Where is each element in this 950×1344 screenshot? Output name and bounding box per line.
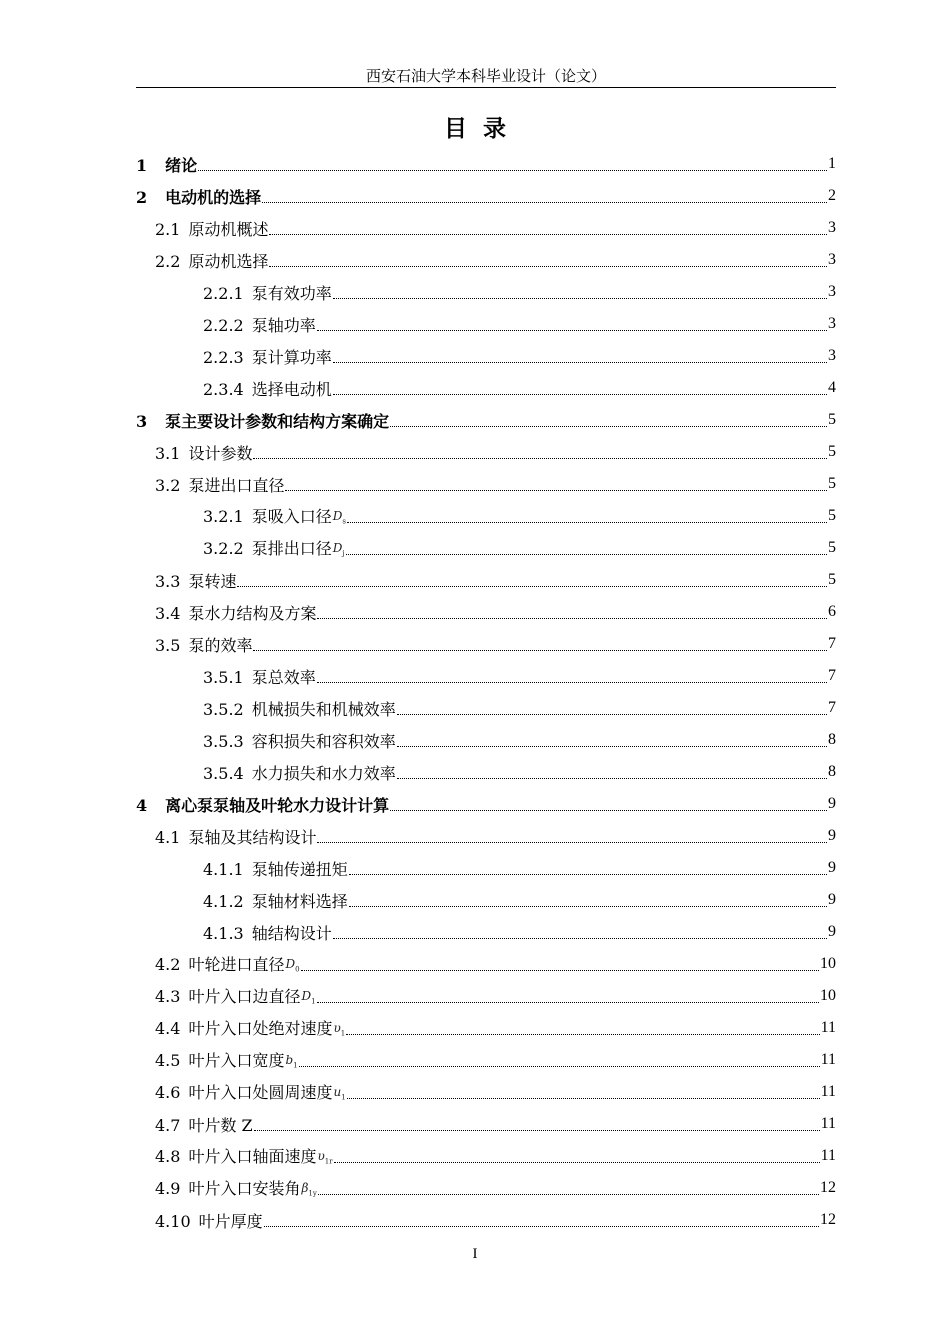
toc-entry-page: 5	[828, 539, 836, 556]
dot-leader	[390, 426, 827, 427]
toc-entry-number: 3.2.2	[203, 539, 244, 559]
toc-entry-page: 9	[828, 827, 836, 844]
toc-entry-number: 4	[136, 795, 148, 815]
toc-entry-number: 4.9	[155, 1179, 181, 1199]
toc-entry-label	[136, 185, 261, 208]
toc-entry-title: 泵进出口直径	[188, 475, 285, 495]
toc-entry-level-2[interactable]	[136, 820, 836, 852]
toc-entry-page: 7	[828, 635, 836, 652]
toc-entry-number: 3.5.1	[203, 667, 244, 687]
toc-entry-page: 5	[828, 507, 836, 524]
toc-entry-page: 12	[820, 1211, 836, 1228]
toc-entry-number: 3.5.3	[203, 731, 244, 751]
math-symbol: $\upsilon_1$	[333, 1021, 346, 1038]
dot-leader	[317, 618, 827, 619]
toc-entry-title: 轴结构设计	[251, 923, 332, 943]
toc-entry-title: 泵吸入口径	[251, 507, 332, 527]
toc-entry-label	[203, 889, 348, 912]
toc-entry-label	[136, 793, 389, 816]
toc-entry-page: 11	[820, 1019, 836, 1036]
dot-leader	[390, 810, 827, 811]
dot-leader	[301, 970, 819, 971]
toc-entry-label	[155, 473, 284, 496]
toc-entry-number: 4.5	[155, 1051, 181, 1071]
toc-entry-level-3[interactable]	[136, 532, 836, 564]
toc-entry-title: 叶片入口边直径	[188, 987, 301, 1007]
toc-entry-label	[203, 665, 316, 688]
dot-leader	[334, 1162, 820, 1163]
toc-entry-title: 泵轴材料选择	[251, 891, 348, 911]
toc-entry-number: 2.2.2	[203, 315, 244, 335]
dot-leader	[347, 522, 827, 523]
toc-entry-page: 5	[828, 571, 836, 588]
toc-entry-number: 3.2	[155, 475, 181, 495]
toc-entry-level-2[interactable]	[136, 436, 836, 468]
toc-entry-number: 3	[136, 411, 148, 431]
dot-leader	[333, 394, 827, 395]
header-rule	[136, 87, 836, 88]
toc-entry-level-3[interactable]	[136, 500, 836, 532]
toc-entry-title: 叶片入口处绝对速度	[188, 1019, 333, 1039]
toc-entry-label	[155, 1176, 317, 1199]
page-number: I	[472, 1246, 478, 1262]
toc-entry-title: 泵水力结构及方案	[188, 603, 317, 623]
toc-entry-level-2[interactable]	[136, 564, 836, 596]
toc-entry-label	[155, 1080, 346, 1103]
toc-entry-title: 叶片入口安装角	[188, 1179, 301, 1199]
toc-entry-label	[136, 409, 389, 432]
toc-entry-page: 9	[828, 891, 836, 908]
toc-entry-title: 机械损失和机械效率	[251, 699, 396, 719]
toc-entry-label	[203, 761, 396, 784]
toc-entry-level-3[interactable]	[136, 308, 836, 340]
toc-entry-title: 泵轴及其结构设计	[188, 827, 317, 847]
toc-entry-page: 6	[828, 603, 836, 620]
dot-leader	[253, 650, 827, 651]
toc-entry-page: 11	[820, 1147, 836, 1164]
toc-entry-number: 4.8	[155, 1147, 181, 1167]
toc-entry-level-2[interactable]	[136, 1012, 836, 1044]
toc-entry-number: 4.1.3	[203, 923, 244, 943]
toc-entry-number: 1	[136, 155, 148, 175]
dot-leader	[264, 1226, 819, 1227]
toc-entry-title: 原动机选择	[188, 251, 269, 271]
dot-leader	[262, 202, 827, 203]
toc-entry-title: 泵计算功率	[251, 347, 332, 367]
dot-leader	[346, 554, 827, 555]
dot-leader	[333, 362, 827, 363]
toc-entry-page: 4	[828, 379, 836, 396]
toc-entry-title: 叶片入口处圆周速度	[188, 1083, 333, 1103]
toc-entry-page: 7	[828, 699, 836, 716]
math-symbol: $D_0$	[285, 957, 300, 974]
math-symbol: $D_1$	[301, 989, 316, 1006]
toc-entry-page: 2	[828, 187, 836, 204]
toc-entry-number: 2.3.4	[203, 379, 244, 399]
toc-entry-label	[155, 825, 316, 848]
running-header: 西安石油大学本科毕业设计（论文）	[365, 67, 606, 85]
dot-leader	[285, 490, 827, 491]
toc-entry-title: 叶轮进口直径	[188, 955, 285, 975]
toc-entry-number: 4.2	[155, 955, 181, 975]
toc-entry-page: 11	[820, 1115, 836, 1132]
dot-leader	[347, 1098, 820, 1099]
toc-entry-label	[203, 281, 332, 304]
toc-entry-level-3[interactable]	[136, 852, 836, 884]
toc-entry-page: 3	[828, 315, 836, 332]
toc-entry-level-2[interactable]	[136, 212, 836, 244]
toc-entry-label	[203, 697, 396, 720]
toc-entry-title: 泵排出口径	[251, 539, 332, 559]
toc-entry-label	[155, 952, 300, 975]
dot-leader	[397, 778, 827, 779]
toc-entry-page: 7	[828, 667, 836, 684]
toc-entry-level-3[interactable]	[136, 660, 836, 692]
toc-entry-label	[155, 249, 268, 272]
toc-entry-number: 3.2.1	[203, 507, 244, 527]
toc-entry-number: 3.3	[155, 571, 181, 591]
toc-entry-title: 泵有效功率	[251, 283, 332, 303]
math-symbol: $\beta_{1y}$	[301, 1181, 317, 1198]
dot-leader	[317, 1002, 819, 1003]
toc-entry-page: 12	[820, 1179, 836, 1196]
toc-entry-title: 泵的效率	[188, 635, 253, 655]
toc-entry-page: 1	[828, 155, 836, 172]
toc-entry-level-1[interactable]	[136, 404, 836, 436]
toc-entry-level-2[interactable]	[136, 1044, 836, 1076]
toc-entry-title: 绪论	[165, 155, 198, 175]
toc-entry-title: 泵主要设计参数和结构方案确定	[165, 411, 390, 431]
dot-leader	[317, 842, 827, 843]
toc-entry-page: 3	[828, 347, 836, 364]
dot-leader	[299, 1066, 820, 1067]
toc-entry-page: 3	[828, 283, 836, 300]
toc-entry-number: 4.1.2	[203, 891, 244, 911]
dot-leader	[349, 906, 827, 907]
dot-leader	[254, 1130, 820, 1131]
toc-entry-title: 泵轴传递扭矩	[251, 859, 348, 879]
toc-entry-level-1[interactable]	[136, 180, 836, 212]
toc-entry-title: 水力损失和水力效率	[251, 763, 396, 783]
toc-entry-level-3[interactable]	[136, 276, 836, 308]
toc-entry-label	[203, 377, 332, 400]
math-symbol: $D_j$	[332, 541, 345, 558]
toc-entry-title: 叶片数 Z	[188, 1115, 253, 1135]
table-of-contents	[136, 148, 836, 1236]
toc-entry-page: 9	[828, 923, 836, 940]
toc-entry-number: 3.5.2	[203, 699, 244, 719]
toc-entry-level-3[interactable]	[136, 372, 836, 404]
toc-entry-level-3[interactable]	[136, 916, 836, 948]
toc-entry-title: 设计参数	[188, 443, 253, 463]
dot-leader	[253, 458, 827, 459]
toc-entry-level-2[interactable]	[136, 948, 836, 980]
toc-entry-page: 11	[820, 1083, 836, 1100]
toc-entry-label	[155, 1209, 263, 1232]
toc-entry-page: 9	[828, 795, 836, 812]
toc-entry-level-1[interactable]	[136, 788, 836, 820]
toc-entry-label	[155, 217, 268, 240]
math-symbol: $\upsilon_{1r}$	[317, 1149, 333, 1166]
toc-entry-level-3[interactable]	[136, 884, 836, 916]
toc-entry-number: 3.4	[155, 603, 181, 623]
toc-entry-number: 4.1	[155, 827, 181, 847]
toc-entry-page: 8	[828, 731, 836, 748]
toc-entry-level-2[interactable]	[136, 628, 836, 660]
toc-entry-page: 5	[828, 475, 836, 492]
toc-entry-number: 3.5	[155, 635, 181, 655]
toc-entry-page: 10	[820, 955, 836, 972]
dot-leader	[346, 1034, 819, 1035]
toc-entry-level-2[interactable]	[136, 980, 836, 1012]
dot-leader	[318, 1194, 819, 1195]
dot-leader	[317, 330, 827, 331]
toc-entry-title: 叶片入口宽度	[188, 1051, 285, 1071]
toc-entry-label	[203, 345, 332, 368]
toc-entry-number: 3.1	[155, 443, 181, 463]
dot-leader	[269, 266, 827, 267]
math-symbol: $b_1$	[285, 1053, 298, 1070]
toc-entry-title: 叶片厚度	[198, 1211, 263, 1231]
dot-leader	[333, 298, 827, 299]
toc-entry-title: 泵总效率	[251, 667, 316, 687]
toc-entry-label	[203, 857, 348, 880]
toc-entry-level-2[interactable]	[136, 596, 836, 628]
toc-entry-level-3[interactable]	[136, 340, 836, 372]
toc-entry-label	[203, 536, 345, 559]
toc-entry-label	[155, 1144, 333, 1167]
toc-title: 目录	[444, 115, 522, 142]
toc-entry-label	[136, 153, 197, 176]
toc-entry-title: 泵转速	[188, 571, 237, 591]
toc-entry-number: 4.1.1	[203, 859, 244, 879]
dot-leader	[397, 746, 827, 747]
dot-leader	[198, 170, 827, 171]
toc-entry-level-2[interactable]	[136, 1172, 836, 1204]
toc-entry-label	[155, 633, 252, 656]
toc-entry-level-2[interactable]	[136, 468, 836, 500]
toc-entry-page: 3	[828, 219, 836, 236]
toc-entry-level-2[interactable]	[136, 244, 836, 276]
toc-entry-level-2[interactable]	[136, 1204, 836, 1236]
toc-entry-page: 5	[828, 411, 836, 428]
math-symbol: $u_1$	[333, 1085, 346, 1102]
toc-entry-label	[155, 1113, 253, 1136]
toc-entry-title: 电动机的选择	[165, 187, 262, 207]
toc-entry-page: 10	[820, 987, 836, 1004]
toc-entry-label	[155, 441, 252, 464]
dot-leader	[349, 874, 827, 875]
dot-leader	[317, 682, 827, 683]
toc-entry-label	[155, 601, 316, 624]
toc-entry-level-3[interactable]	[136, 692, 836, 724]
toc-entry-number: 2.1	[155, 219, 181, 239]
toc-entry-number: 2.2.1	[203, 283, 244, 303]
toc-entry-label	[155, 1016, 345, 1039]
toc-entry-title: 泵轴功率	[251, 315, 316, 335]
toc-entry-number: 2.2.3	[203, 347, 244, 367]
toc-entry-level-2[interactable]	[136, 1076, 836, 1108]
toc-entry-number: 4.3	[155, 987, 181, 1007]
toc-entry-level-3[interactable]	[136, 756, 836, 788]
toc-entry-title: 选择电动机	[251, 379, 332, 399]
toc-entry-number: 2	[136, 187, 148, 207]
toc-entry-label	[155, 1048, 298, 1071]
toc-entry-page: 3	[828, 251, 836, 268]
toc-entry-label	[203, 729, 396, 752]
toc-entry-number: 4.7	[155, 1115, 181, 1135]
toc-entry-level-2[interactable]	[136, 1140, 836, 1172]
dot-leader	[333, 938, 827, 939]
toc-entry-level-1[interactable]	[136, 148, 836, 180]
toc-entry-title: 叶片入口轴面速度	[188, 1147, 317, 1167]
toc-entry-number: 4.10	[155, 1211, 191, 1231]
toc-entry-label	[203, 921, 332, 944]
dot-leader	[397, 714, 827, 715]
toc-entry-page: 5	[828, 443, 836, 460]
math-symbol: $D_s$	[332, 509, 346, 526]
toc-entry-label	[203, 313, 316, 336]
toc-entry-title: 容积损失和容积效率	[251, 731, 396, 751]
toc-entry-level-2[interactable]	[136, 1108, 836, 1140]
toc-entry-title: 原动机概述	[188, 219, 269, 239]
toc-entry-page: 11	[820, 1051, 836, 1068]
toc-entry-label	[155, 569, 236, 592]
toc-entry-number: 2.2	[155, 251, 181, 271]
toc-entry-number: 4.4	[155, 1019, 181, 1039]
toc-entry-label	[155, 984, 316, 1007]
toc-entry-page: 8	[828, 763, 836, 780]
dot-leader	[269, 234, 827, 235]
toc-entry-level-3[interactable]	[136, 724, 836, 756]
toc-entry-label	[203, 504, 346, 527]
dot-leader	[237, 586, 827, 587]
toc-entry-number: 4.6	[155, 1083, 181, 1103]
toc-entry-title: 离心泵泵轴及叶轮水力设计计算	[165, 795, 390, 815]
toc-entry-number: 3.5.4	[203, 763, 244, 783]
toc-entry-page: 9	[828, 859, 836, 876]
